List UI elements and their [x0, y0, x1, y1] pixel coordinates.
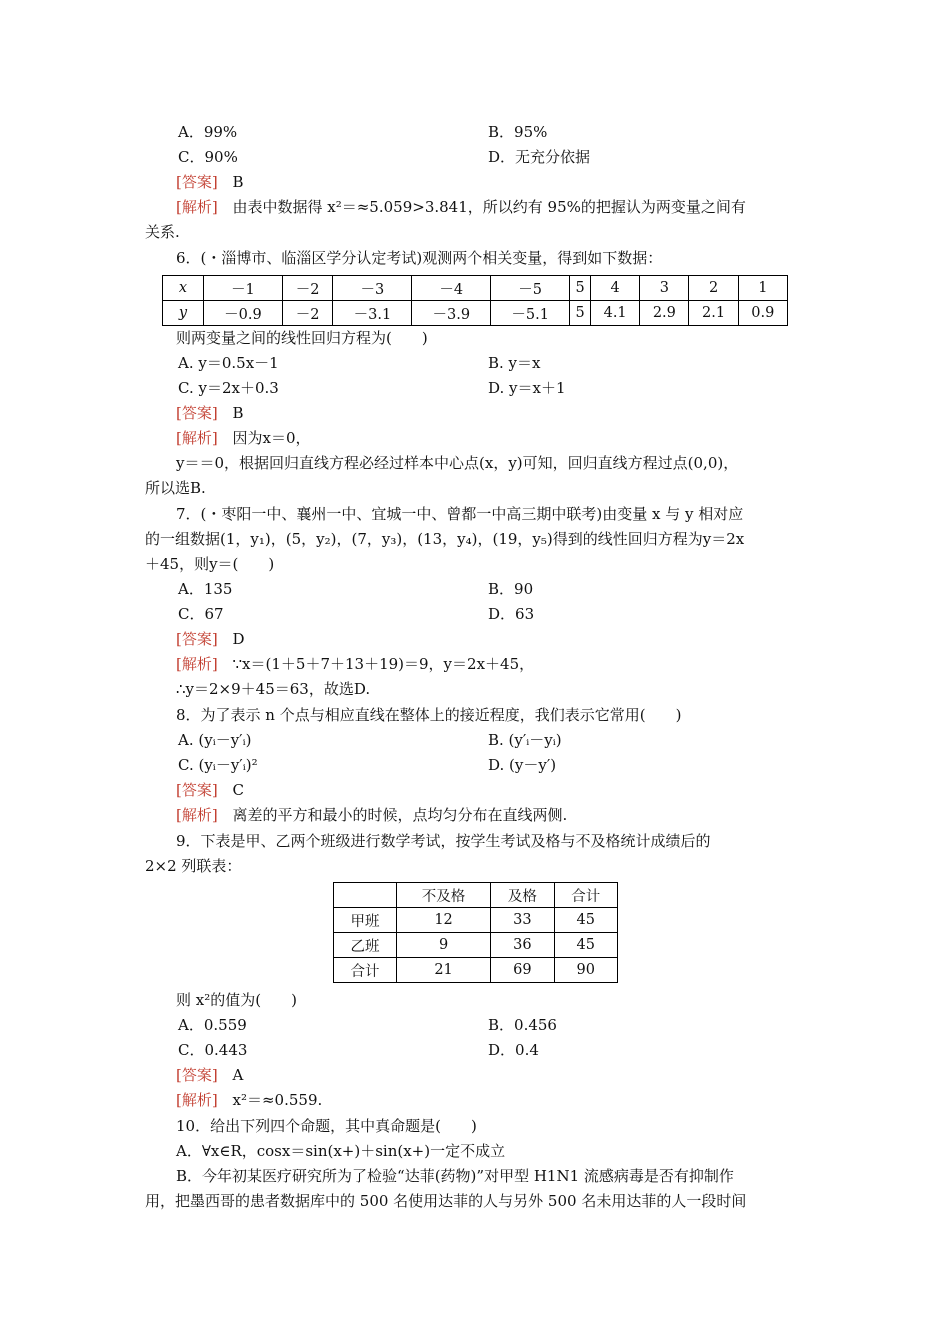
explanation-text: 因为x＝0， — [232, 429, 311, 447]
table-cell: 2 — [689, 276, 738, 301]
q9-stem: 9．下表是甲、乙两个班级进行数学考试，按学生考试及格与不及格统计成绩后的 — [176, 832, 711, 850]
answer-value: D — [232, 630, 245, 648]
answer-value: A — [232, 1066, 244, 1084]
q5-explanation-cont: 关系. — [145, 223, 180, 241]
table-cell: －3 — [333, 276, 412, 301]
q9-option-a: A．0.559 — [178, 1016, 247, 1034]
explanation-text: 离差的平方和最小的时候，点均匀分布在直线两侧. — [232, 806, 568, 824]
q8-option-c: C. (yᵢ－y′ᵢ)² — [178, 756, 258, 774]
table-cell: 21 — [397, 958, 491, 983]
answer-value: B — [232, 173, 244, 191]
table-cell: x — [163, 276, 204, 301]
q5-option-c: C．90% — [178, 148, 238, 166]
q7-option-b: B．90 — [488, 580, 534, 598]
q5-option-a: A．99% — [178, 123, 238, 141]
table-cell: －5.1 — [491, 301, 570, 326]
q10-stem: 10．给出下列四个命题，其中真命题是( ) — [176, 1117, 477, 1135]
q7-option-d: D．63 — [488, 605, 535, 623]
table-cell: －0.9 — [204, 301, 283, 326]
table-cell: 9 — [397, 933, 491, 958]
q5-option-b: B．95% — [488, 123, 548, 141]
q8-option-a: A. (yᵢ－y′ᵢ) — [178, 731, 252, 749]
q7-option-c: C．67 — [178, 605, 224, 623]
table-cell: －3.1 — [333, 301, 412, 326]
q9-option-c: C．0.443 — [178, 1041, 248, 1059]
table-cell: 4.1 — [591, 301, 640, 326]
explanation-tag: [解析] — [176, 1091, 218, 1109]
q5-answer — [176, 172, 244, 192]
q7-explanation — [176, 654, 534, 674]
q7-stem-cont: ＋45，则y＝( ) — [145, 555, 275, 573]
table-cell: －2 — [282, 276, 333, 301]
q6-explanation-cont: y＝＝0，根据回归直线方程必经过样本中心点(x，y)可知，回归直线方程过点(0,0)， — [176, 454, 739, 472]
table-cell: 4 — [591, 276, 640, 301]
q5-explanation — [176, 197, 746, 217]
table-cell: －1 — [204, 276, 283, 301]
answer-tag: [答案] — [176, 173, 218, 191]
q9-answer — [176, 1065, 243, 1085]
q7-explanation-cont: ∴y＝2×9＋45＝63，故选D. — [176, 680, 371, 698]
table-cell: 1 — [738, 276, 787, 301]
q9-option-b: B．0.456 — [488, 1016, 557, 1034]
answer-tag: [答案] — [176, 404, 218, 422]
table-row — [334, 933, 618, 958]
table-cell: 2.9 — [640, 301, 689, 326]
answer-tag: [答案] — [176, 630, 218, 648]
table-header: 合计 — [554, 883, 617, 908]
q7-answer — [176, 629, 245, 649]
table-cell: 甲班 — [334, 908, 397, 933]
q10-option-b: B．今年初某医疗研究所为了检验“达菲(药物)”对甲型 H1N1 流感病毒是否有抑制作 — [176, 1167, 734, 1185]
q6-question: 则两变量之间的线性回归方程为( ) — [176, 329, 428, 347]
table-cell: 90 — [554, 958, 617, 983]
q6-answer — [176, 403, 244, 423]
table-cell: 3 — [640, 276, 689, 301]
q9-explanation — [176, 1090, 322, 1110]
q7-stem-cont: 的一组数据(1，y₁)，(5，y₂)，(7，y₃)，(13，y₄)，(19，y₅)得到的线性回归方程为y＝2x — [145, 530, 745, 548]
q8-option-d: D. (y－y′) — [488, 756, 557, 774]
table-cell: 乙班 — [334, 933, 397, 958]
table-cell: 12 — [397, 908, 491, 933]
table-header: 及格 — [491, 883, 554, 908]
explanation-text: ∵x＝(1＋5＋7＋13＋19)＝9，y＝2x＋45， — [232, 655, 535, 673]
answer-tag: [答案] — [176, 781, 218, 799]
table-cell: y — [163, 301, 204, 326]
q6-option-a: A. y＝0.5x－1 — [178, 354, 279, 372]
table-cell: 合计 — [334, 958, 397, 983]
table-cell: 36 — [491, 933, 554, 958]
q9-stem-cont: 2×2 列联表： — [145, 857, 242, 875]
table-header — [334, 883, 397, 908]
q7-option-a: A．135 — [178, 580, 233, 598]
q6-option-b: B. y＝x — [488, 354, 541, 372]
explanation-text: x²＝≈0.559. — [232, 1091, 323, 1109]
q6-stem: 6．(・淄博市、临淄区学分认定考试)观测两个相关变量，得到如下数据： — [176, 249, 663, 267]
q9-question: 则 x²的值为( ) — [176, 991, 297, 1009]
table-row — [334, 883, 618, 908]
explanation-tag: [解析] — [176, 655, 218, 673]
q9-option-d: D．0.4 — [488, 1041, 539, 1059]
table-cell: 45 — [554, 908, 617, 933]
table-cell: 5 — [570, 301, 591, 326]
q8-option-b: B. (y′ᵢ－yᵢ) — [488, 731, 562, 749]
explanation-tag: [解析] — [176, 806, 218, 824]
table-row — [163, 301, 788, 326]
answer-value: C — [232, 781, 244, 799]
table-cell: －4 — [412, 276, 491, 301]
explanation-text: 由表中数据得 x²＝≈5.059>3.841，所以约有 95%的把握认为两变量之间有 — [232, 198, 746, 216]
table-cell: 5 — [570, 276, 591, 301]
table-row — [163, 276, 788, 301]
table-cell: －2 — [282, 301, 333, 326]
q8-stem: 8．为了表示 n 个点与相应直线在整体上的接近程度，我们表示它常用( ) — [176, 706, 682, 724]
table-cell: 33 — [491, 908, 554, 933]
q6-option-c: C. y＝2x＋0.3 — [178, 379, 279, 397]
table-row — [334, 958, 618, 983]
explanation-tag: [解析] — [176, 198, 218, 216]
q6-option-d: D. y＝x＋1 — [488, 379, 566, 397]
table-cell: 2.1 — [689, 301, 738, 326]
q10-option-a: A．∀x∈R，cosx＝sin(x+)＋sin(x+)一定不成立 — [176, 1142, 506, 1160]
table-row — [334, 908, 618, 933]
q9-contingency-table — [333, 882, 618, 983]
table-cell: －3.9 — [412, 301, 491, 326]
q6-explanation-cont: 所以选B. — [145, 479, 206, 497]
table-cell: 0.9 — [738, 301, 787, 326]
table-header: 不及格 — [397, 883, 491, 908]
q8-answer — [176, 780, 244, 800]
q6-explanation — [176, 428, 311, 448]
q6-data-table — [162, 275, 788, 326]
q8-explanation — [176, 805, 567, 825]
table-cell: －5 — [491, 276, 570, 301]
table-cell: 69 — [491, 958, 554, 983]
q5-option-d: D．无充分依据 — [488, 148, 591, 166]
explanation-tag: [解析] — [176, 429, 218, 447]
answer-tag: [答案] — [176, 1066, 218, 1084]
answer-value: B — [232, 404, 244, 422]
q10-option-b-cont: 用，把墨西哥的患者数据库中的 500 名使用达菲的人与另外 500 名未用达菲的人一段时间 — [145, 1192, 747, 1210]
q7-stem: 7．(・枣阳一中、襄州一中、宜城一中、曾都一中高三期中联考)由变量 x 与 y 相对应 — [176, 505, 744, 523]
table-cell: 45 — [554, 933, 617, 958]
